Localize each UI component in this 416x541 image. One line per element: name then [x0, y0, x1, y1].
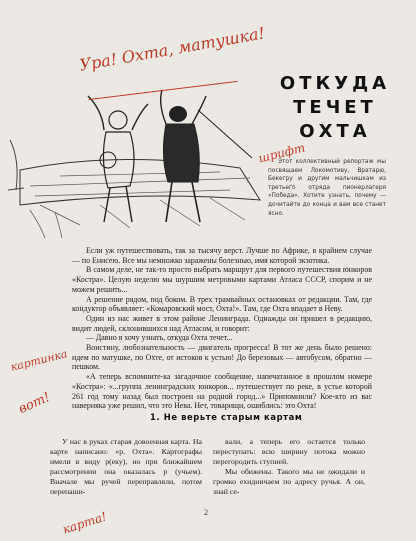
- page-title: [272, 72, 398, 144]
- body-paragraph: — Давно я хочу узнать, откуда Охта течет...: [86, 333, 233, 343]
- body-paragraph: «А теперь вспомните-ка загадочное сообщение, напечатанное в прошлом номере «Костра»: «...группа ленинградских юнкоров... путешествует по реке, в устье которой 261 год тому назад был построен на родной город...» Припомнили? Кое-кто из вас наверняка уже решил, что это Нева. Нет, товарищи, ошиблись: это Охта!: [72, 372, 372, 411]
- column-paragraph: У нас в руках старая довоенная карта. На карте написано: «р. Охта». Картографы имели в виду р(еку), но при ближайшем рассмотрении она оказалась р (учьем). Вначале мы ручей переправляли, потом перепаши-: [50, 437, 202, 496]
- handwritten-margin-note: картинка: [9, 347, 69, 374]
- column-paragraph: вали, а теперь его остается только переступать: всю ширину потока можно перегородить ступней.: [213, 437, 365, 466]
- title-line-2: ТЕЧЕТ: [293, 97, 377, 118]
- title-line-1: ОТКУДА: [279, 73, 391, 94]
- body-paragraph: Если уж путешествовать, так за тысячу верст. Лучше по Африке, в крайнем случае — по Енисею. Все мы немножко заражены болезнью, имя которой экзотика.: [72, 246, 372, 265]
- title-line-3: ОХТА: [299, 121, 371, 142]
- column-right: [213, 437, 365, 497]
- handwritten-shout: Ура! Охта, матушка!: [78, 23, 267, 75]
- handwritten-margin-note: вот!: [16, 389, 53, 418]
- body-paragraph: Один из нас живет в этом районе Ленинграда. Однажды он пришел в редакцию, видит людей, склонившихся над Атласом, и говорит:: [72, 313, 372, 333]
- body-paragraph: В самом деле, не так-то просто выбрать маршрут для первого путешествия юнкоров «Костра». Целую неделю мы шуршим метровыми картами Атласа СССР, спорим и не можем решить...: [72, 265, 372, 294]
- body-paragraph: Воистину, любознательность — двигатель прогресса! В тот же день было решено: идем по матушке, по Охте, от истоков к устью! До березовых — автобусом, обратно — пешком.: [72, 343, 372, 372]
- page-number: 2: [204, 508, 208, 517]
- section-heading: 1. Не верьте старым картам: [150, 412, 303, 422]
- column-left: [50, 437, 202, 497]
- lead-paragraph: Этот коллективный репортаж мы посвящаем Локомотиву, Вратарю, Бекегру и другим мальчишкам из третьего отряда пионерлагеря «Победа». Хотите узнать, почему — дочитайте до конца и вам все станет ясно.: [268, 159, 386, 217]
- column-paragraph: Мы обижены. Такого мы не ожидали и громко ехидничаем по адресу ручья. А он, знай се-: [213, 467, 365, 496]
- handwritten-font-note: шрифт: [257, 140, 307, 166]
- article-body: [72, 246, 372, 411]
- handwritten-margin-note: карта!: [60, 509, 109, 537]
- body-paragraph: А решение рядом, под боком. В трех трамвайных остановках от редакции. Там, где кондуктор объявляет: «Комаровский мост, Охта!». Там, где Охта впадает в Неву.: [72, 294, 372, 314]
